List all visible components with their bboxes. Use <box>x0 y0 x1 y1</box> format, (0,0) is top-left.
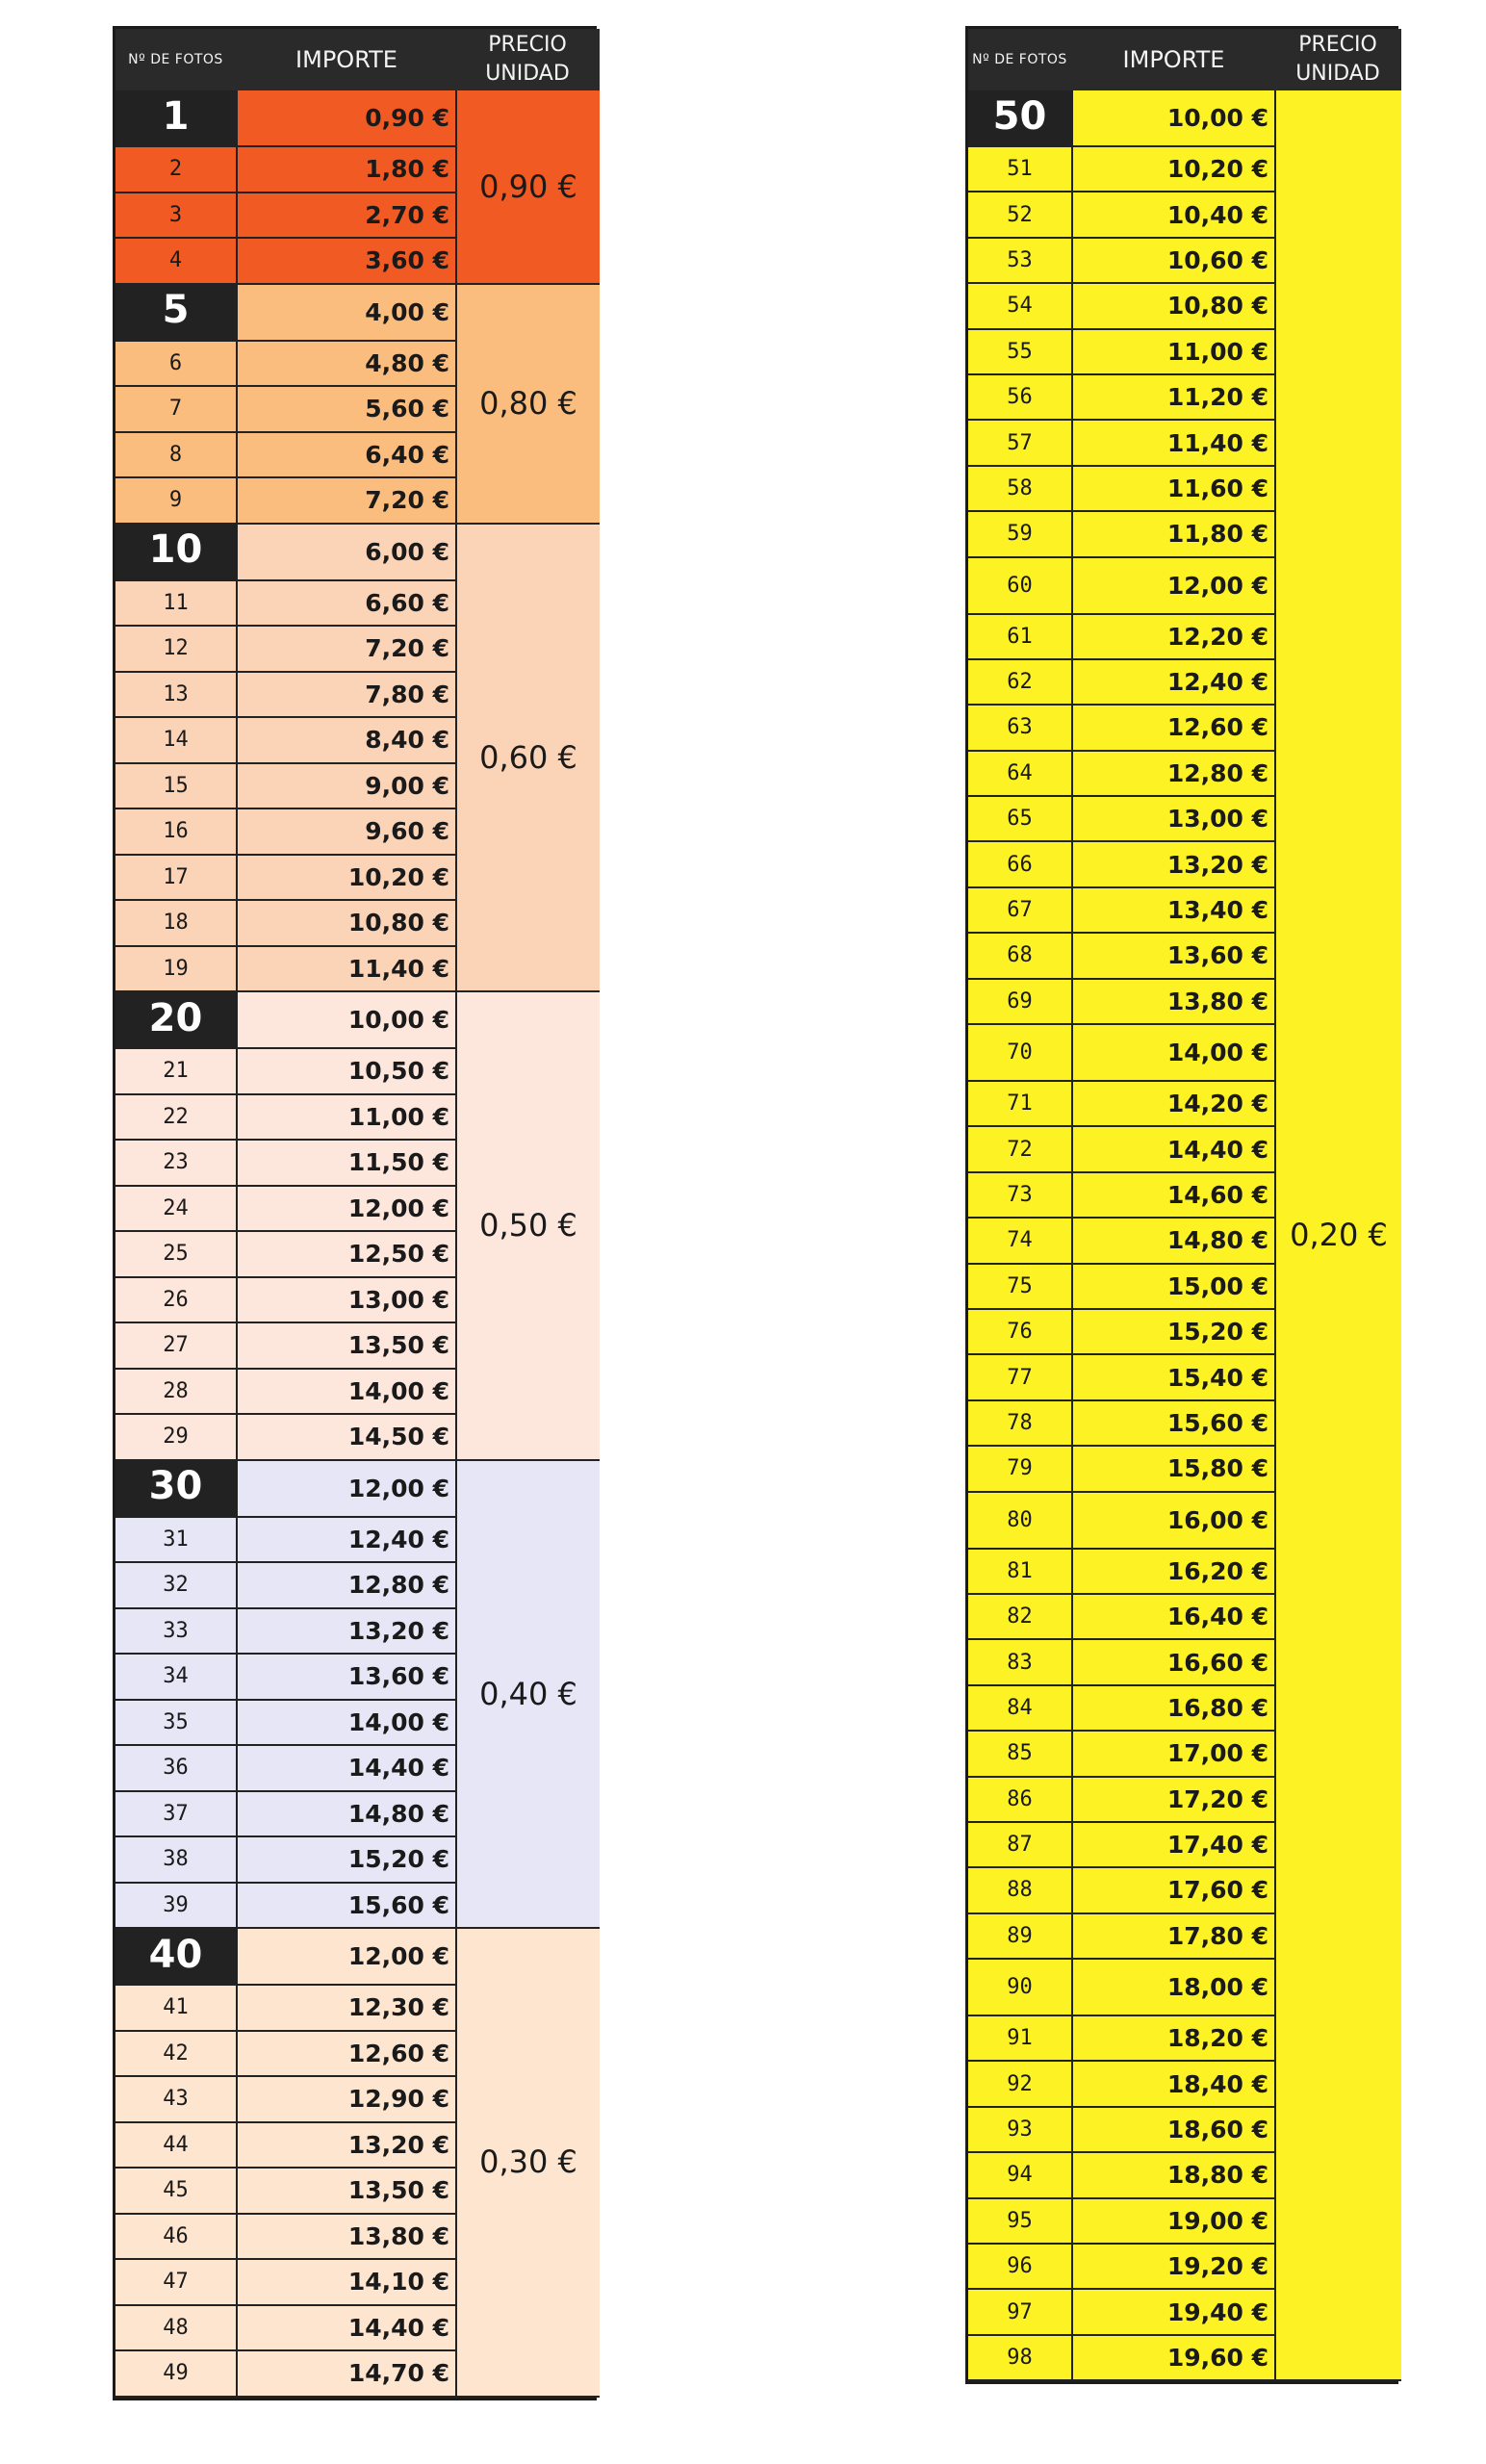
photo-count-tier-start: 5 <box>115 285 238 342</box>
photo-count: 27 <box>115 1323 238 1370</box>
amount-value: 15,60 € <box>1073 1401 1276 1447</box>
amount-value: 8,40 € <box>238 718 457 764</box>
photo-count: 85 <box>968 1732 1073 1777</box>
amount-value: 14,40 € <box>238 1746 457 1792</box>
photo-count: 19 <box>115 947 238 993</box>
amount-value: 14,40 € <box>238 2306 457 2352</box>
unit-price: 0,50 € <box>457 992 600 1461</box>
photo-count: 38 <box>115 1837 238 1884</box>
amount-value: 13,00 € <box>238 1278 457 1324</box>
amount-value: 13,20 € <box>1073 842 1276 887</box>
photo-count-tier-start: 20 <box>115 992 238 1049</box>
photo-count: 17 <box>115 856 238 902</box>
photo-count: 51 <box>968 147 1073 192</box>
amount-value: 13,20 € <box>238 2123 457 2169</box>
photo-count: 14 <box>115 718 238 764</box>
amount-value: 13,80 € <box>238 2215 457 2261</box>
photo-count: 70 <box>968 1025 1073 1082</box>
amount-value: 12,40 € <box>1073 660 1276 706</box>
amount-value: 2,70 € <box>238 193 457 240</box>
amount-value: 12,60 € <box>238 2032 457 2078</box>
photo-count: 95 <box>968 2199 1073 2245</box>
amount-value: 15,00 € <box>1073 1265 1276 1310</box>
photo-count: 59 <box>968 512 1073 557</box>
amount-value: 11,00 € <box>1073 330 1276 375</box>
amount-value: 13,20 € <box>238 1609 457 1656</box>
amount-value: 18,60 € <box>1073 2108 1276 2153</box>
amount-value: 18,80 € <box>1073 2153 1276 2198</box>
amount-value: 12,00 € <box>238 1461 457 1518</box>
amount-value: 12,50 € <box>238 1232 457 1278</box>
photo-count: 83 <box>968 1640 1073 1685</box>
amount-value: 17,80 € <box>1073 1914 1276 1960</box>
photo-count: 24 <box>115 1187 238 1233</box>
photo-count: 54 <box>968 284 1073 329</box>
amount-value: 10,20 € <box>1073 147 1276 192</box>
amount-value: 10,40 € <box>1073 192 1276 238</box>
amount-value: 4,00 € <box>238 285 457 342</box>
photo-count: 32 <box>115 1563 238 1609</box>
amount-value: 14,20 € <box>1073 1082 1276 1127</box>
amount-value: 12,00 € <box>1073 558 1276 615</box>
amount-value: 13,50 € <box>238 1323 457 1370</box>
amount-value: 14,80 € <box>1073 1219 1276 1264</box>
photo-count: 82 <box>968 1595 1073 1640</box>
photo-count: 74 <box>968 1219 1073 1264</box>
amount-value: 14,40 € <box>1073 1127 1276 1172</box>
photo-count: 57 <box>968 421 1073 466</box>
amount-value: 18,00 € <box>1073 1960 1276 2016</box>
photo-count: 6 <box>115 342 238 388</box>
photo-count: 96 <box>968 2245 1073 2290</box>
amount-value: 10,80 € <box>238 901 457 947</box>
price-table-right <box>965 26 1398 2384</box>
photo-count: 25 <box>115 1232 238 1278</box>
amount-value: 5,60 € <box>238 387 457 433</box>
amount-value: 10,50 € <box>238 1049 457 1095</box>
header-amount: IMPORTE <box>1073 29 1276 90</box>
amount-value: 11,50 € <box>238 1141 457 1187</box>
amount-value: 10,00 € <box>1073 90 1276 147</box>
amount-value: 13,40 € <box>1073 888 1276 934</box>
photo-count: 78 <box>968 1401 1073 1447</box>
header-unit-line1: PRECIO <box>1298 33 1377 57</box>
photo-count: 29 <box>115 1415 238 1461</box>
photo-count: 72 <box>968 1127 1073 1172</box>
photo-count: 64 <box>968 752 1073 797</box>
photo-count: 31 <box>115 1518 238 1564</box>
amount-value: 9,00 € <box>238 764 457 810</box>
amount-value: 16,20 € <box>1073 1550 1276 1595</box>
photo-count: 45 <box>115 2169 238 2215</box>
photo-count: 52 <box>968 192 1073 238</box>
amount-value: 12,30 € <box>238 1986 457 2032</box>
photo-count: 61 <box>968 615 1073 660</box>
amount-value: 19,40 € <box>1073 2290 1276 2335</box>
photo-count: 21 <box>115 1049 238 1095</box>
amount-value: 14,50 € <box>238 1415 457 1461</box>
photo-count: 35 <box>115 1701 238 1747</box>
photo-count: 60 <box>968 558 1073 615</box>
photo-count: 26 <box>115 1278 238 1324</box>
amount-value: 6,60 € <box>238 581 457 628</box>
photo-count: 4 <box>115 239 238 285</box>
amount-value: 13,80 € <box>1073 980 1276 1025</box>
photo-count-tier-start: 50 <box>968 90 1073 147</box>
amount-value: 14,00 € <box>238 1701 457 1747</box>
amount-value: 18,40 € <box>1073 2062 1276 2107</box>
photo-count: 84 <box>968 1686 1073 1732</box>
amount-value: 0,90 € <box>238 90 457 147</box>
unit-price: 0,30 € <box>457 1929 600 2398</box>
unit-price: 0,40 € <box>457 1461 600 1930</box>
photo-count-tier-start: 1 <box>115 90 238 147</box>
photo-count: 92 <box>968 2062 1073 2107</box>
photo-count: 56 <box>968 375 1073 421</box>
amount-value: 13,00 € <box>1073 797 1276 842</box>
amount-value: 12,00 € <box>238 1929 457 1986</box>
photo-count-tier-start: 40 <box>115 1929 238 1986</box>
amount-value: 14,70 € <box>238 2351 457 2398</box>
unit-price: 0,60 € <box>457 525 600 993</box>
photo-count: 18 <box>115 901 238 947</box>
photo-count: 46 <box>115 2215 238 2261</box>
amount-value: 1,80 € <box>238 147 457 193</box>
amount-value: 7,20 € <box>238 478 457 525</box>
amount-value: 12,80 € <box>1073 752 1276 797</box>
amount-value: 14,10 € <box>238 2260 457 2306</box>
photo-count: 13 <box>115 673 238 719</box>
amount-value: 6,40 € <box>238 433 457 479</box>
amount-value: 14,00 € <box>1073 1025 1276 1082</box>
amount-value: 14,00 € <box>238 1370 457 1416</box>
photo-count: 42 <box>115 2032 238 2078</box>
amount-value: 15,80 € <box>1073 1447 1276 1492</box>
photo-count: 36 <box>115 1746 238 1792</box>
photo-count: 28 <box>115 1370 238 1416</box>
photo-count: 62 <box>968 660 1073 706</box>
photo-count: 7 <box>115 387 238 433</box>
amount-value: 10,80 € <box>1073 284 1276 329</box>
photo-count: 8 <box>115 433 238 479</box>
amount-value: 15,20 € <box>1073 1310 1276 1355</box>
photo-count: 41 <box>115 1986 238 2032</box>
amount-value: 13,60 € <box>238 1655 457 1701</box>
price-table-left <box>113 26 597 2400</box>
photo-count: 48 <box>115 2306 238 2352</box>
photo-count: 9 <box>115 478 238 525</box>
photo-count: 33 <box>115 1609 238 1656</box>
amount-value: 15,60 € <box>238 1884 457 1930</box>
photo-count: 90 <box>968 1960 1073 2016</box>
amount-value: 15,40 € <box>1073 1355 1276 1400</box>
photo-count: 94 <box>968 2153 1073 2198</box>
header-unit-line2: UNIDAD <box>1295 62 1380 86</box>
photo-count: 79 <box>968 1447 1073 1492</box>
amount-value: 17,20 € <box>1073 1778 1276 1823</box>
photo-count: 98 <box>968 2336 1073 2381</box>
photo-count: 93 <box>968 2108 1073 2153</box>
amount-value: 9,60 € <box>238 809 457 856</box>
amount-value: 7,80 € <box>238 673 457 719</box>
header-amount: IMPORTE <box>238 29 457 90</box>
photo-count-tier-start: 30 <box>115 1461 238 1518</box>
photo-count: 15 <box>115 764 238 810</box>
header-unit-price <box>457 29 600 90</box>
photo-count: 91 <box>968 2016 1073 2062</box>
amount-value: 12,60 € <box>1073 706 1276 751</box>
amount-value: 16,40 € <box>1073 1595 1276 1640</box>
photo-count: 23 <box>115 1141 238 1187</box>
photo-count: 66 <box>968 842 1073 887</box>
header-unit-line2: UNIDAD <box>485 62 570 86</box>
header-count: Nº DE FOTOS <box>968 29 1073 90</box>
photo-count: 44 <box>115 2123 238 2169</box>
photo-count: 80 <box>968 1493 1073 1550</box>
photo-count: 86 <box>968 1778 1073 1823</box>
photo-count-tier-start: 10 <box>115 525 238 581</box>
header-count: Nº DE FOTOS <box>115 29 238 90</box>
amount-value: 11,80 € <box>1073 512 1276 557</box>
amount-value: 17,60 € <box>1073 1868 1276 1913</box>
photo-count: 47 <box>115 2260 238 2306</box>
amount-value: 14,80 € <box>238 1792 457 1838</box>
unit-price: 0,80 € <box>457 285 600 525</box>
photo-count: 71 <box>968 1082 1073 1127</box>
photo-count: 55 <box>968 330 1073 375</box>
photo-count: 68 <box>968 934 1073 979</box>
amount-value: 11,40 € <box>238 947 457 993</box>
amount-value: 10,00 € <box>238 992 457 1049</box>
amount-value: 11,00 € <box>238 1095 457 1142</box>
photo-count: 87 <box>968 1823 1073 1868</box>
photo-count: 34 <box>115 1655 238 1701</box>
header-unit-price <box>1276 29 1401 90</box>
amount-value: 4,80 € <box>238 342 457 388</box>
amount-value: 12,90 € <box>238 2077 457 2123</box>
amount-value: 17,40 € <box>1073 1823 1276 1868</box>
photo-count: 49 <box>115 2351 238 2398</box>
amount-value: 18,20 € <box>1073 2016 1276 2062</box>
photo-count: 39 <box>115 1884 238 1930</box>
photo-count: 89 <box>968 1914 1073 1960</box>
amount-value: 16,60 € <box>1073 1640 1276 1685</box>
amount-value: 16,00 € <box>1073 1493 1276 1550</box>
photo-count: 75 <box>968 1265 1073 1310</box>
photo-count: 81 <box>968 1550 1073 1595</box>
photo-count: 11 <box>115 581 238 628</box>
amount-value: 6,00 € <box>238 525 457 581</box>
amount-value: 15,20 € <box>238 1837 457 1884</box>
photo-count: 69 <box>968 980 1073 1025</box>
photo-count: 3 <box>115 193 238 240</box>
amount-value: 12,20 € <box>1073 615 1276 660</box>
photo-count: 58 <box>968 467 1073 512</box>
amount-value: 12,00 € <box>238 1187 457 1233</box>
amount-value: 12,80 € <box>238 1563 457 1609</box>
photo-count: 22 <box>115 1095 238 1142</box>
photo-count: 77 <box>968 1355 1073 1400</box>
amount-value: 14,60 € <box>1073 1173 1276 1219</box>
amount-value: 13,50 € <box>238 2169 457 2215</box>
amount-value: 19,60 € <box>1073 2336 1276 2381</box>
photo-count: 97 <box>968 2290 1073 2335</box>
amount-value: 19,00 € <box>1073 2199 1276 2245</box>
amount-value: 10,20 € <box>238 856 457 902</box>
photo-count: 67 <box>968 888 1073 934</box>
photo-count: 73 <box>968 1173 1073 1219</box>
amount-value: 10,60 € <box>1073 239 1276 284</box>
unit-price: 0,20 € <box>1276 90 1401 2381</box>
photo-count: 53 <box>968 239 1073 284</box>
photo-count: 63 <box>968 706 1073 751</box>
photo-count: 65 <box>968 797 1073 842</box>
amount-value: 12,40 € <box>238 1518 457 1564</box>
photo-count: 76 <box>968 1310 1073 1355</box>
photo-count: 37 <box>115 1792 238 1838</box>
photo-count: 12 <box>115 627 238 673</box>
unit-price: 0,90 € <box>457 90 600 285</box>
photo-count: 88 <box>968 1868 1073 1913</box>
amount-value: 7,20 € <box>238 627 457 673</box>
amount-value: 11,60 € <box>1073 467 1276 512</box>
amount-value: 11,20 € <box>1073 375 1276 421</box>
amount-value: 17,00 € <box>1073 1732 1276 1777</box>
amount-value: 19,20 € <box>1073 2245 1276 2290</box>
amount-value: 16,80 € <box>1073 1686 1276 1732</box>
amount-value: 3,60 € <box>238 239 457 285</box>
amount-value: 13,60 € <box>1073 934 1276 979</box>
header-unit-line1: PRECIO <box>488 33 567 57</box>
photo-count: 43 <box>115 2077 238 2123</box>
photo-count: 16 <box>115 809 238 856</box>
photo-count: 2 <box>115 147 238 193</box>
amount-value: 11,40 € <box>1073 421 1276 466</box>
